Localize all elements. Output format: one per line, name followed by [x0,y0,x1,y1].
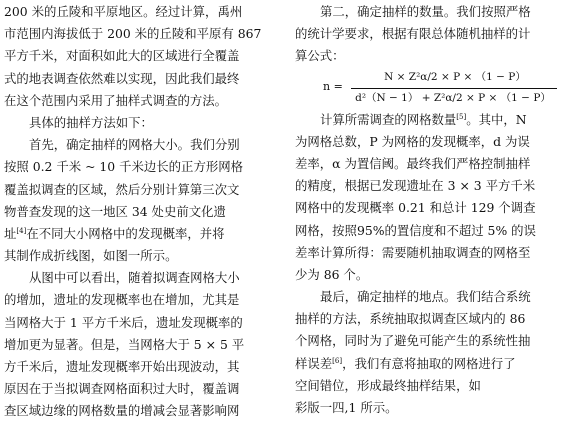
text-line: 物普查发现的这一地区 34 处史前文化遗 [4,203,226,219]
text-line: 个网格，同时为了避免可能产生的系统性抽 [295,333,531,349]
text-line: 计算所需调查的网格数量[5]。其中，N [320,111,527,127]
left-text-column [4,1,274,423]
text-line: 市范围内海拔低于 200 米的丘陵和平原有 867 [4,26,262,42]
text-line: 抽样的方法，系统抽取拟调查区域内的 86 [295,311,526,327]
text-line: 平方千米，对面积如此大的区域进行全覆盖 [4,48,240,64]
formula-lhs: n = [323,79,343,93]
text-line: 址[4]在不同大小网格中的发现概率，并将 [4,225,225,241]
footnote-ref: [5] [456,112,467,121]
text-line: 覆盖拟调查的区域，然后分别计算第三次文 [4,181,240,197]
text-line: 按照 0.2 千米 ~ 10 千米边长的正方形网格 [4,159,244,175]
text-line: 其制作成折线图，如图一所示。 [4,248,178,264]
paragraph-heading: 具体的抽样方法如下： [29,114,153,130]
text-line: 当网格大于 1 平方千米后，遗址发现概率的 [4,314,243,330]
text-line: 原因在于当拟调查网格面积过大时，覆盖调 [4,381,240,397]
text-line: 样误差[6]，我们有意将抽取的网格进行了 [295,355,516,371]
text-line: 少为 86 个。 [295,266,369,282]
text-line: 的精度，根据已发现遗址在 3 × 3 平方千米 [295,178,536,194]
text-line: 在这个范围内采用了抽样式调查的方法。 [4,92,228,108]
footnote-ref: [4] [16,226,27,235]
text-line: 网格，按照95%的置信度和不超过 5% 的误 [295,222,536,238]
right-text-column [295,1,561,419]
text-line: 为网格总数，P 为网格的发现概率，d 为误 [295,133,530,149]
text-line: 从图中可以看出，随着拟调查网格大小 [29,270,240,286]
text-line: 的增加，遗址的发现概率也在增加，尤其是 [4,292,240,308]
text-line: 网格中的发现概率 0.21 和总计 129 个调查 [295,200,536,216]
text-line: 第二，确定抽样的数量。我们按照严格 [320,4,531,19]
text-line: 最后，确定抽样的地点。我们结合系统 [320,289,531,305]
text-line: 彩版一四,1 所示。 [295,400,398,415]
sample-size-formula [295,69,561,107]
text-line: 算公式： [295,48,345,64]
formula-denominator: d²（N − 1） + Z²α/2 × P × （1 − P） [355,91,551,104]
text-line: 式的地表调查依然难以实现，因此我们最终 [4,70,240,86]
text-line: 首先，确定抽样的网格大小。我们分别 [29,137,240,153]
text-line: 查区域边缘的网格数量的增减会显著影响网 [4,403,240,419]
text-line: 的统计学要求，根据有限总体随机抽样的计 [295,26,531,42]
text-line: 差率计算所得：需要随机抽取调查的网格至 [295,244,531,260]
text-line: 方千米后，遗址发现概率开始出现波动，其 [4,359,240,374]
text-line: 增加更为显著。但是，当网格大于 5 × 5 平 [4,336,245,352]
text-line: 200 米的丘陵和平原地区。经过计算，禹州 [4,4,243,19]
fraction-bar [351,88,557,89]
footnote-ref: [6] [332,356,343,365]
text-line: 空间错位，形成最终抽样结果，如 [295,377,481,393]
formula-numerator: N × Z²α/2 × P × （1 − P） [384,70,526,83]
text-line: 差率，α 为置信阈。最终我们严格控制抽样 [295,155,531,171]
